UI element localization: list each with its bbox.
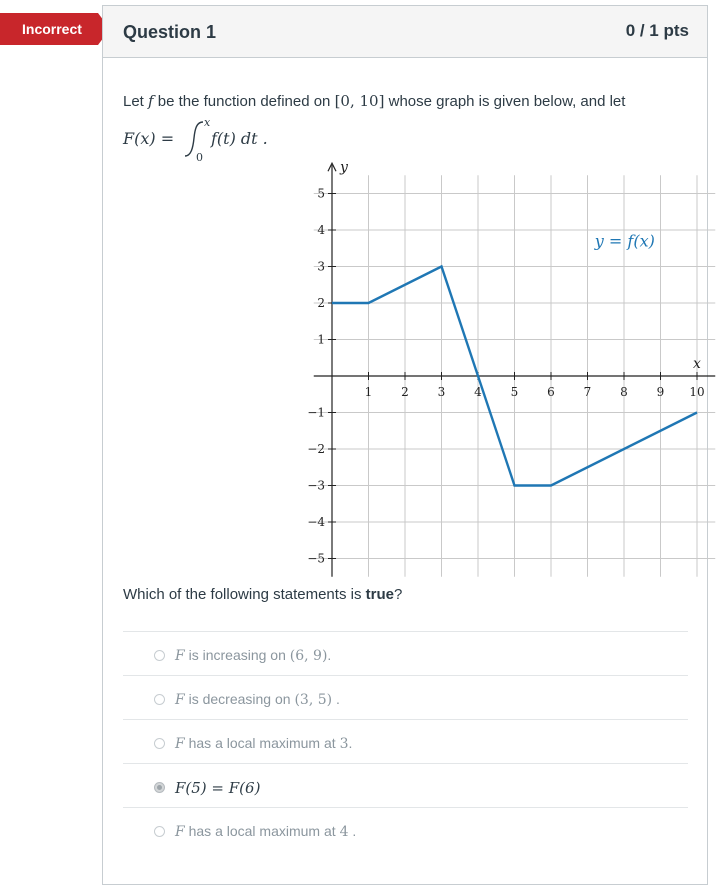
y-tick-label: 5 xyxy=(317,186,325,201)
question-stem xyxy=(123,91,625,112)
question-prompt xyxy=(123,586,402,603)
y-axis-label: y xyxy=(340,159,348,176)
answer-option[interactable] xyxy=(123,631,688,675)
radio-button[interactable] xyxy=(154,650,165,661)
x-tick-label: 5 xyxy=(510,385,519,399)
answer-math: F(5) = F(6) xyxy=(175,779,261,797)
stem-interval: [0, 10] xyxy=(334,92,385,110)
incorrect-badge-label: Incorrect xyxy=(0,13,98,45)
stem-text-1: Let xyxy=(123,93,149,110)
stem-text-3: whose graph is given below, and let xyxy=(384,93,626,110)
function-graph xyxy=(195,159,705,580)
y-tick-label: 3 xyxy=(317,259,325,274)
radio-selected[interactable] xyxy=(154,782,165,793)
x-tick-label: 7 xyxy=(583,385,592,399)
x-tick-label: 6 xyxy=(547,385,555,399)
answer-text xyxy=(175,735,352,752)
answer-text: is increasing on xyxy=(184,647,290,663)
answer-list xyxy=(123,631,688,851)
curve-label: y = f(x) xyxy=(594,231,655,251)
answer-option[interactable] xyxy=(123,763,688,807)
x-tick-label: 3 xyxy=(437,385,446,399)
answer-text xyxy=(175,647,331,664)
answer-tail: . xyxy=(327,647,332,663)
incorrect-badge xyxy=(0,13,110,45)
answer-var: F xyxy=(175,648,185,664)
answer-text: has a local maximum at xyxy=(184,735,340,751)
question-panel xyxy=(102,5,708,885)
answer-var: F xyxy=(175,736,185,752)
answer-text: is decreasing on xyxy=(184,691,295,707)
prompt-text: Which of the following statements is xyxy=(123,586,366,603)
answer-var: F xyxy=(175,824,185,840)
answer-text: has a local maximum at xyxy=(184,823,340,839)
answer-math: (3, 5) xyxy=(294,692,333,708)
question-header xyxy=(103,6,707,58)
y-tick-label: 1 xyxy=(317,332,325,347)
y-tick-label: −2 xyxy=(307,442,325,456)
formula-lhs: F(x) = xyxy=(123,129,175,148)
answer-var: F xyxy=(175,692,185,708)
formula-integrand: f(t) dt . xyxy=(211,129,268,148)
answer-tail: . xyxy=(332,691,340,707)
x-tick-label: 9 xyxy=(656,385,665,399)
x-tick-label: 8 xyxy=(620,385,628,399)
y-tick-label: 2 xyxy=(317,296,325,310)
answer-option[interactable] xyxy=(123,719,688,763)
stem-text-2: be the function defined on xyxy=(153,93,335,110)
answer-tail: . xyxy=(348,823,357,839)
y-tick-label: −3 xyxy=(307,478,325,493)
y-tick-label: −1 xyxy=(307,405,325,420)
formula-lower-limit: 0 xyxy=(196,151,203,164)
integral-formula xyxy=(123,114,423,164)
x-axis-label: x xyxy=(693,356,701,372)
x-tick-label: 1 xyxy=(364,385,373,399)
x-tick-label: 10 xyxy=(689,385,705,399)
stem-f: f xyxy=(148,92,154,110)
radio-button[interactable] xyxy=(154,694,165,705)
prompt-bold: true xyxy=(365,586,394,603)
answer-math: 3 xyxy=(339,736,349,752)
formula-upper-limit: x xyxy=(204,116,211,129)
x-tick-label: 4 xyxy=(474,385,482,399)
y-tick-label: 4 xyxy=(317,223,325,237)
answer-math: (6, 9) xyxy=(289,648,328,664)
x-tick-label: 2 xyxy=(401,385,409,399)
prompt-tail: ? xyxy=(393,586,403,603)
question-points: 0 / 1 pts xyxy=(625,21,689,40)
answer-option[interactable] xyxy=(123,675,688,719)
answer-math: 4 xyxy=(339,824,349,840)
radio-button[interactable] xyxy=(154,738,165,749)
answer-text xyxy=(175,823,356,840)
radio-button[interactable] xyxy=(154,826,165,837)
question-title: Question 1 xyxy=(123,22,217,42)
answer-option[interactable] xyxy=(123,807,688,851)
y-tick-label: −4 xyxy=(307,515,325,529)
answer-text xyxy=(175,691,340,708)
y-tick-label: −5 xyxy=(307,551,325,566)
answer-text xyxy=(175,779,260,797)
answer-tail: . xyxy=(348,735,353,751)
